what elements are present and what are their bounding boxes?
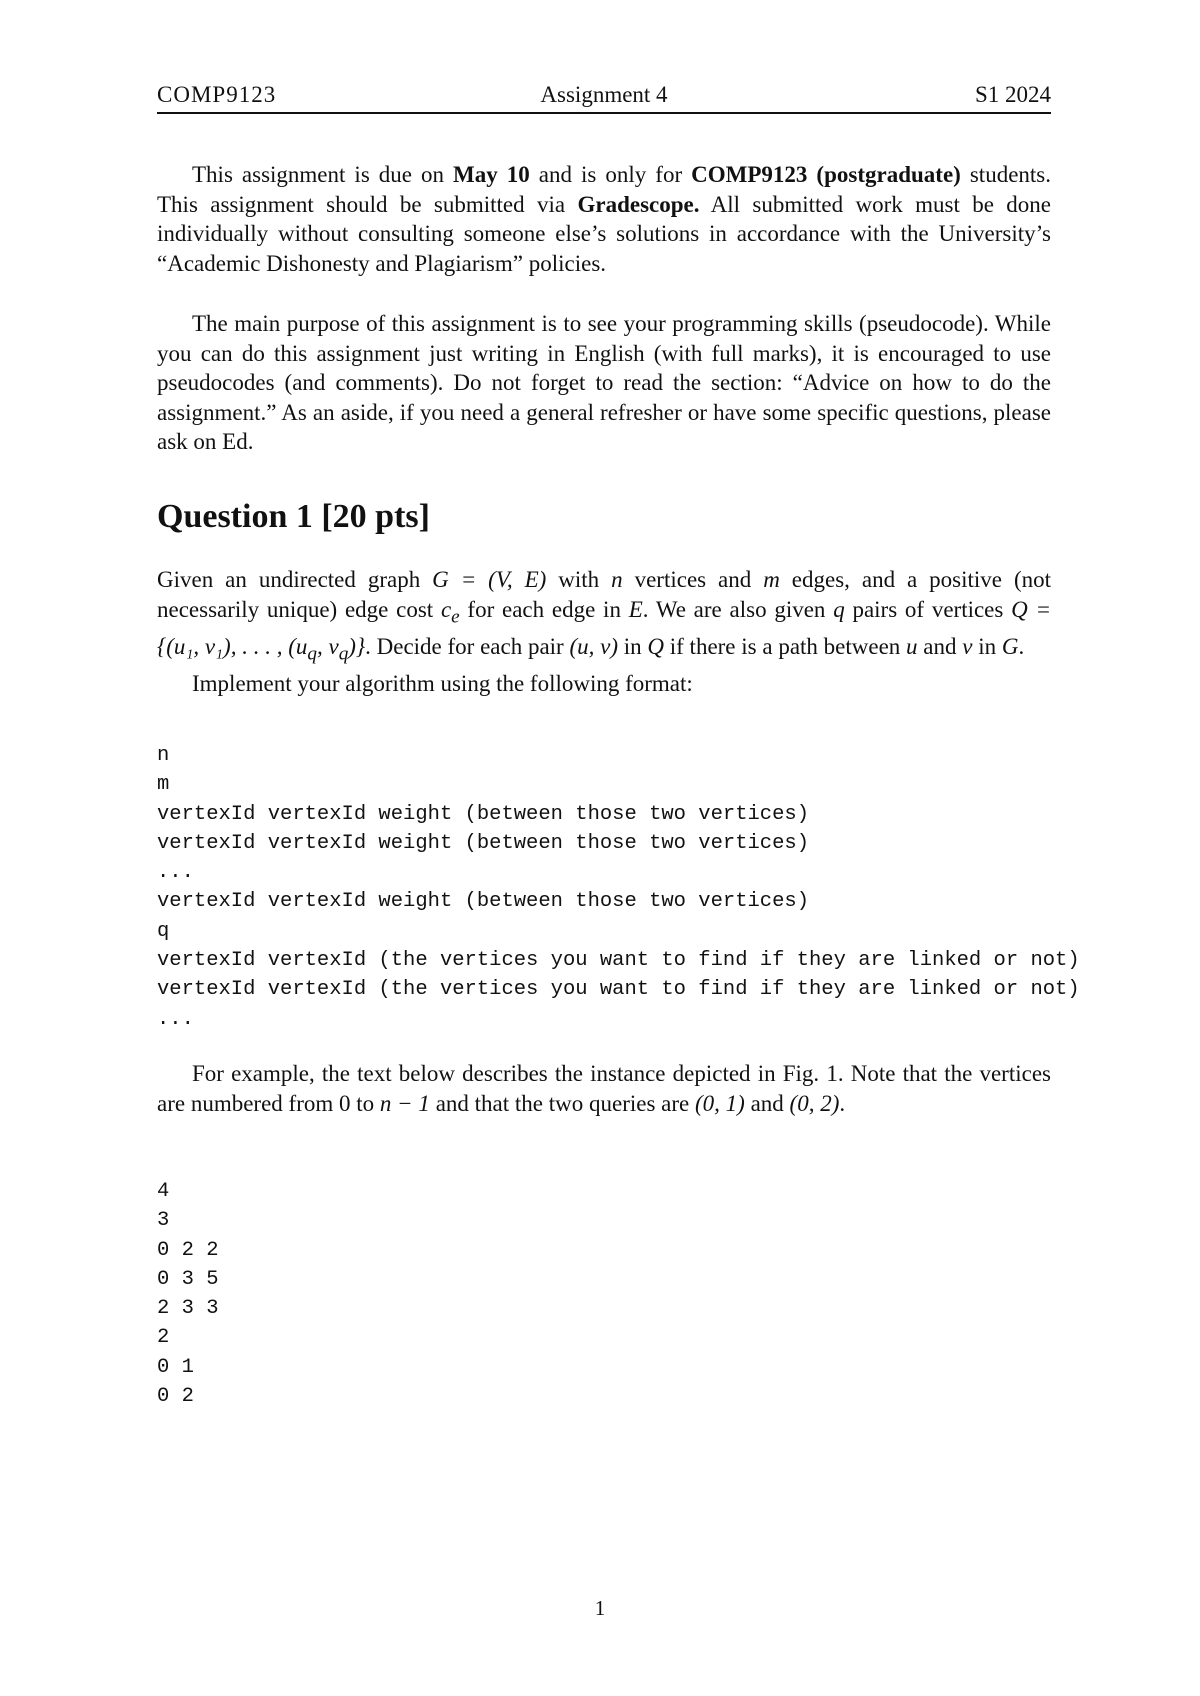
input-format-code: n m vertexId vertexId weight (between those two vertices) vertexId vertexId weight (between those two vertices) ... vertexId vertexId weight (between those two vertices) q vertexId vertexId (the vertices you want to find if they are linked or not) vertexId vertexId (the vertices you want to find if they are linked or not) ... (157, 744, 1080, 1031)
page-number: 1 (594, 1596, 606, 1620)
intro-text: All submitted work must be done individually without consulting someone else’s solutions in accordance with the University’s “Academic Dishonesty and Plagiarism” policies. (157, 191, 1051, 276)
header-semester: S1 2024 (974, 82, 1051, 107)
format-intro: Implement your algorithm using the following format: (192, 670, 693, 696)
intro-paragraph-2 (157, 309, 1051, 457)
intro-text: students. This assignment should be submitted via (157, 162, 1051, 217)
example-input-code: 4 3 0 2 2 0 3 5 2 3 3 2 0 1 0 2 (157, 1180, 219, 1409)
header-course-code: COMP9123 (157, 82, 277, 107)
submission-platform: Gradescope. (577, 191, 700, 217)
example-paragraph: For example, the text below describes the instance depicted in Fig. 1. Note that the vertices are numbered from 0 to n − 1 and that the two queries are (0, 1) and (0, 2). (157, 1061, 1051, 1116)
header-title: Assignment 4 (540, 82, 668, 107)
problem-statement: Given an undirected graph G = (V, E) with n vertices and m edges, and a positive (not necessarily unique) edge cost $c_e$ for each edge in E. We are also given q pairs of vertices Q = {(u₁, v₁), . . . , ($u_q$, $v_q$)}. Decide for each pair (u, v) in Q if there is a path between u and v in G. (157, 567, 1052, 665)
question-1-heading: Question 1 [20 pts] (157, 498, 430, 535)
running-header (157, 78, 1051, 114)
question-1-statement (157, 565, 1051, 698)
intro-paragraph-1 (157, 160, 1051, 278)
course-name: COMP9123 (postgraduate) (691, 162, 961, 187)
intro-text: and is only for (529, 162, 692, 187)
intro-text: This assignment is due on (192, 162, 454, 187)
intro-purpose-text: The main purpose of this assignment is to see your programming skills (pseudocode). While you can do this assignment just writing in English (with full marks), it is encouraged to use pseudocodes (and comments). Do not forget to read the section: “Advice on how to do the assignment.” As an aside, if you need a general refresher or have some specific questions, please ask on Ed. (157, 311, 1051, 454)
due-date: May 10 (453, 162, 530, 187)
